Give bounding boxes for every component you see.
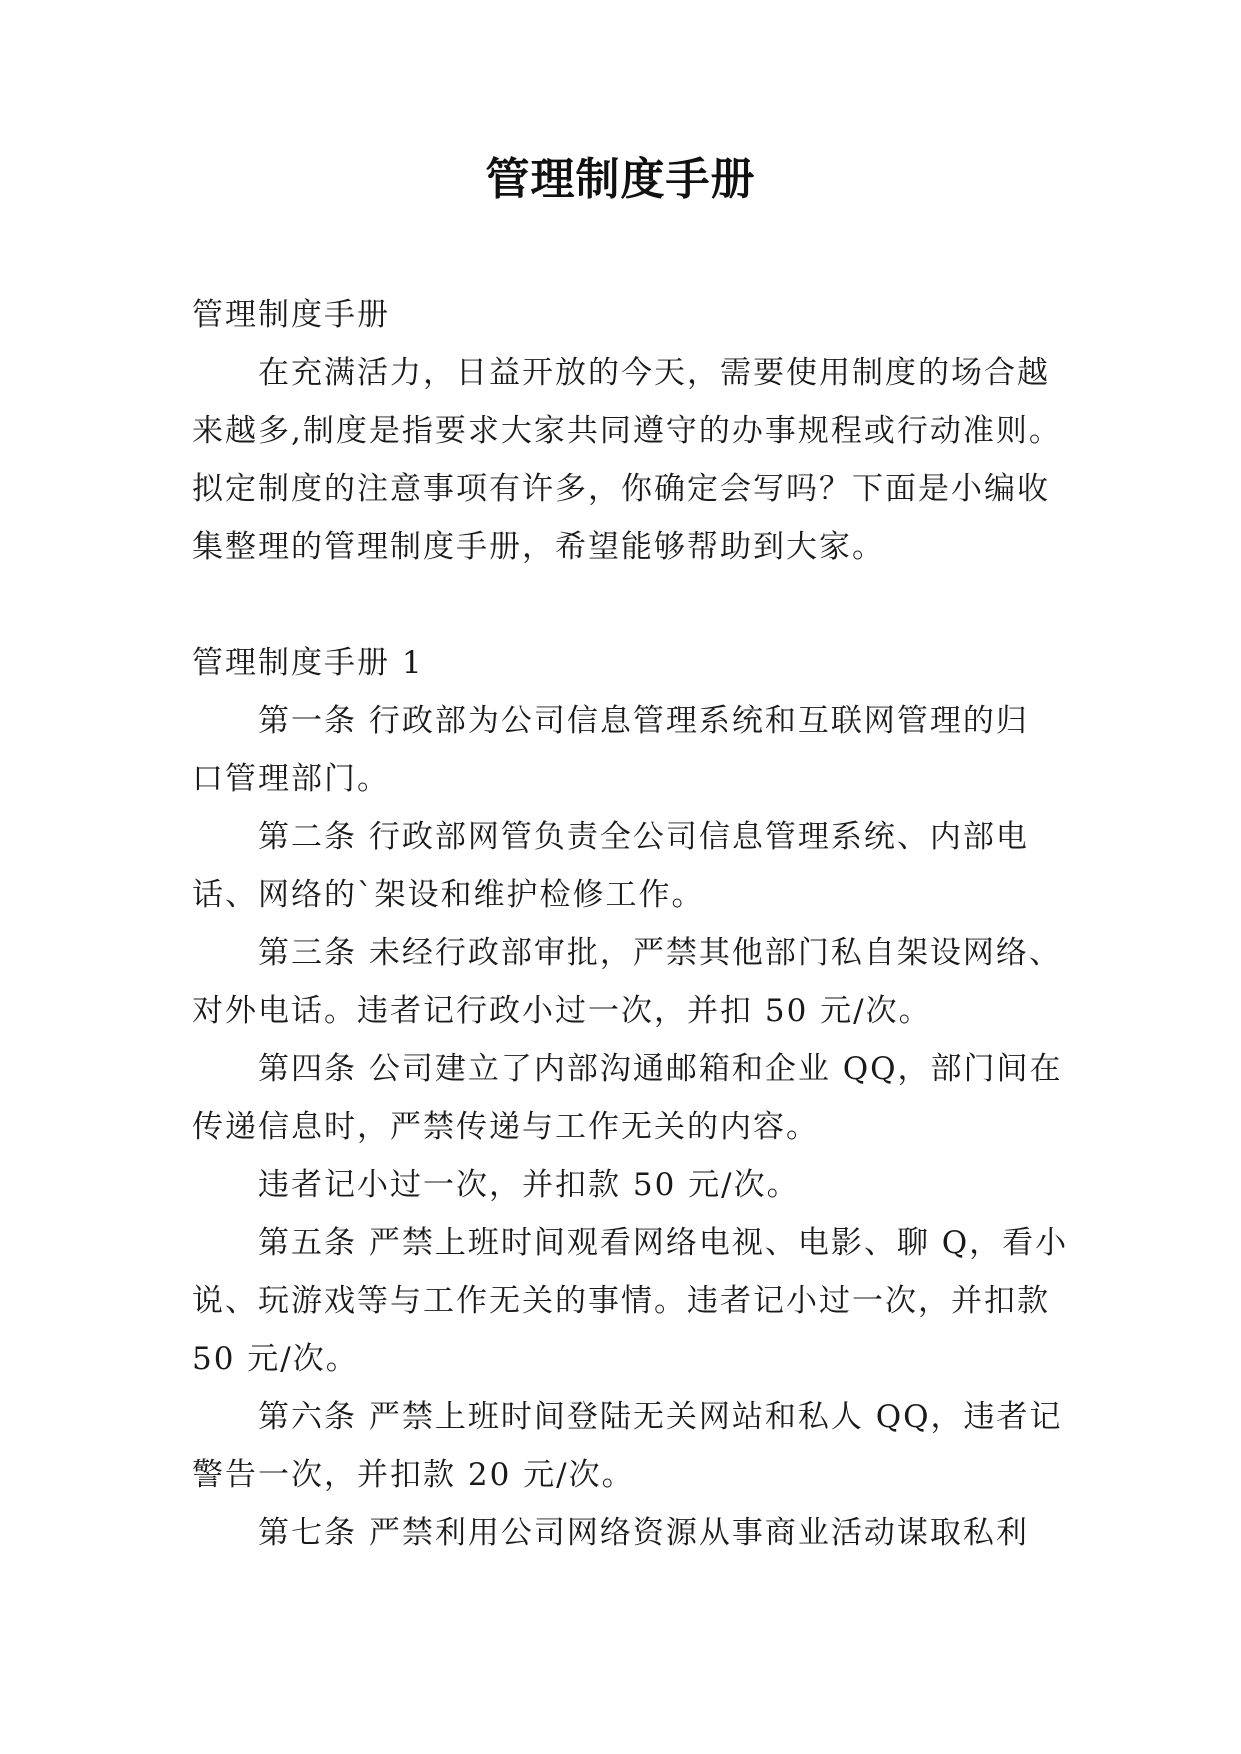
article-5-line: 说、玩游戏等与工作无关的事情。违者记小过一次，并扣款 (192, 1283, 1050, 1319)
article-6-line: 第六条 严禁上班时间登陆无关网站和私人 QQ，违者记 (258, 1399, 1063, 1435)
intro-line: 在充满活力，日益开放的今天，需要使用制度的场合越 (258, 355, 1050, 391)
article-3-line: 第三条 未经行政部审批，严禁其他部门私自架设网络、 (258, 935, 1062, 971)
article-5-line: 50 元/次。 (192, 1341, 359, 1377)
intro-line: 拟定制度的注意事项有许多，你确定会写吗？下面是小编收 (192, 471, 1050, 507)
document-title: 管理制度手册 (485, 154, 756, 205)
article-1-line: 第一条 行政部为公司信息管理系统和互联网管理的归 (258, 703, 1029, 739)
article-3-line: 对外电话。违者记行政小过一次，并扣 50 元/次。 (192, 993, 932, 1029)
article-5-line: 第五条 严禁上班时间观看网络电视、电影、聊 Q，看小 (258, 1225, 1069, 1261)
intro-line: 来越多,制度是指要求大家共同遵守的办事规程或行动准则。 (192, 413, 1062, 449)
intro-line: 集整理的管理制度手册，希望能够帮助到大家。 (192, 529, 885, 565)
intro-heading: 管理制度手册 (192, 297, 390, 333)
article-2-line: 话、网络的`架设和维护检修工作。 (192, 877, 705, 913)
article-4-line: 传递信息时，严禁传递与工作无关的内容。 (192, 1109, 819, 1145)
article-4-line: 第四条 公司建立了内部沟通邮箱和企业 QQ，部门间在 (258, 1051, 1063, 1087)
section-heading: 管理制度手册 1 (192, 645, 424, 681)
article-4-penalty: 违者记小过一次，并扣款 50 元/次。 (258, 1167, 800, 1203)
article-7-line: 第七条 严禁利用公司网络资源从事商业活动谋取私利 (258, 1515, 1029, 1551)
article-2-line: 第二条 行政部网管负责全公司信息管理系统、内部电 (258, 819, 1029, 855)
article-6-line: 警告一次，并扣款 20 元/次。 (192, 1457, 635, 1493)
document-body (192, 286, 1069, 1562)
article-1-line: 口管理部门。 (192, 761, 390, 797)
paragraph-gap (192, 576, 1052, 634)
